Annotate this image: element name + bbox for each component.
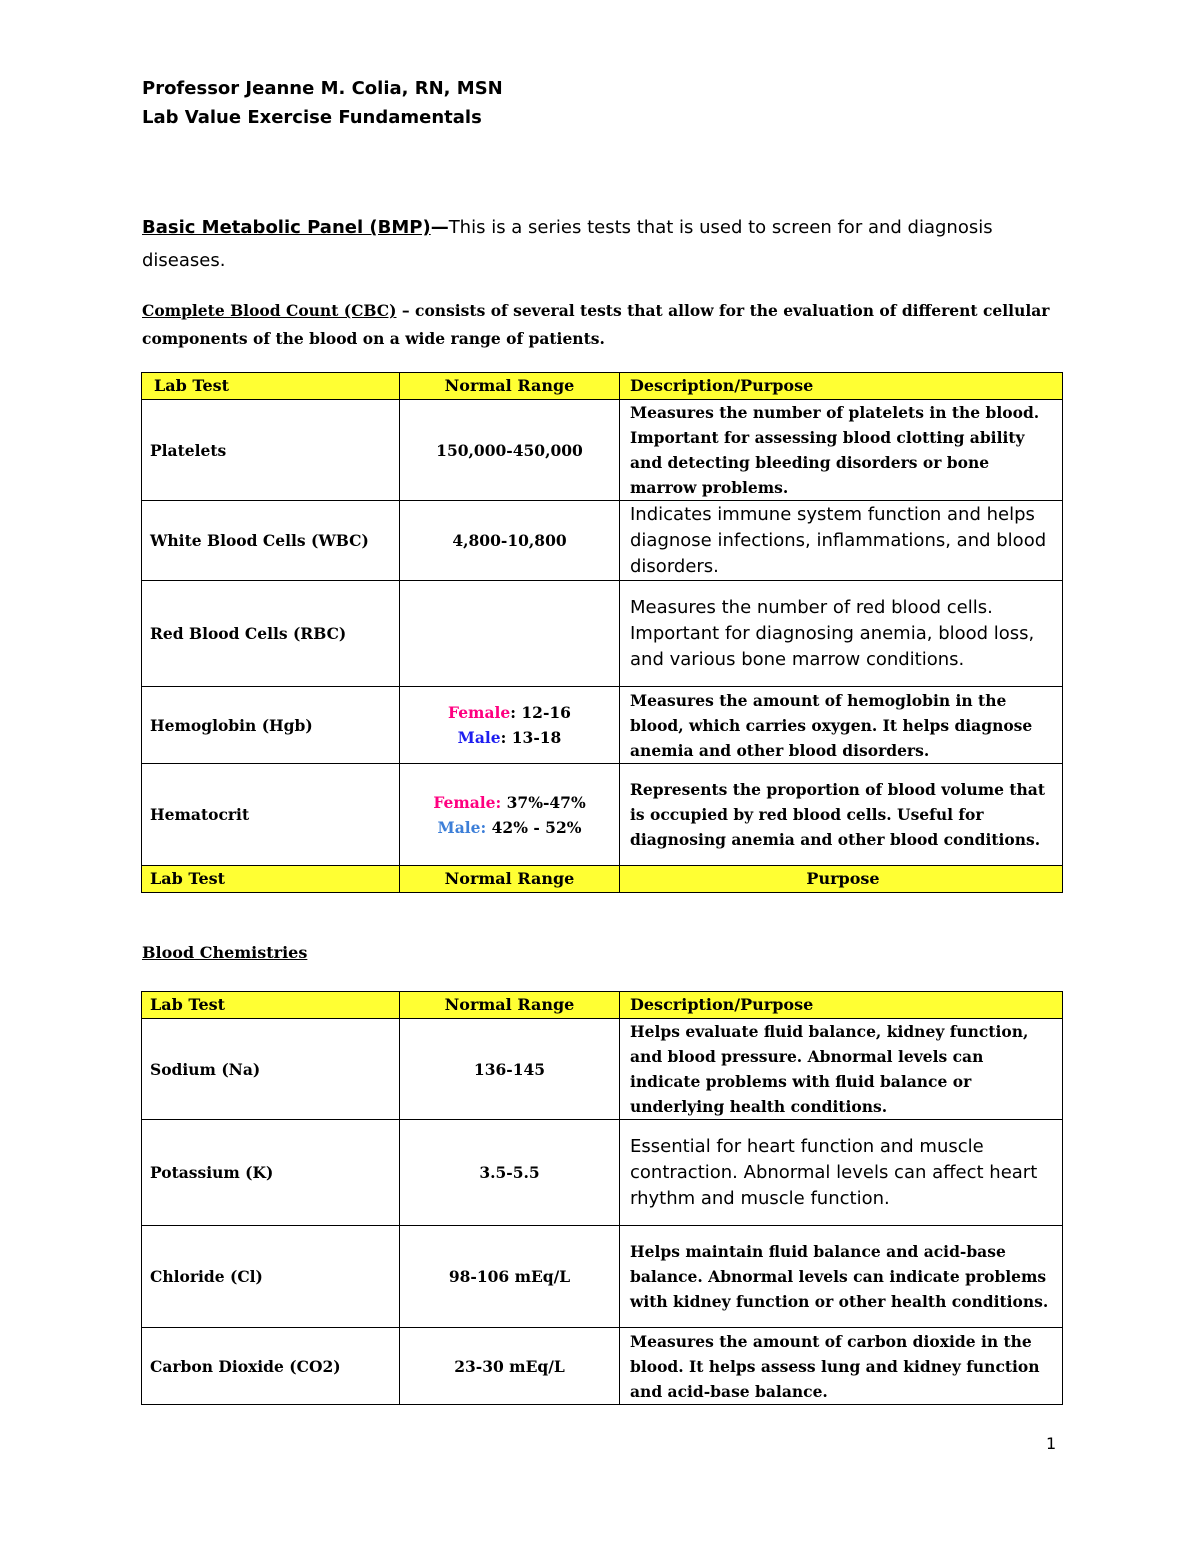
normal-range: 136-145: [400, 1019, 620, 1120]
cbc-table-footer: [142, 866, 1063, 893]
normal-range: 4,800-10,800: [400, 501, 620, 581]
bmp-definition: [142, 211, 1042, 277]
lab-test-name: Hematocrit: [142, 764, 400, 866]
lab-test-name: Carbon Dioxide (CO2): [142, 1328, 400, 1405]
section-title: Blood Chemistries: [142, 943, 308, 962]
male-label: Male: [457, 728, 501, 747]
header-normal-range: Normal Range: [400, 373, 620, 400]
bmp-dash: —: [430, 217, 449, 238]
description: Essential for heart function and muscle contraction. Abnormal levels can affect heart rhythm and muscle function.: [620, 1120, 1063, 1226]
female-label: Female: [448, 703, 511, 722]
header-lab-test: Lab Test: [142, 992, 400, 1019]
female-range: [408, 790, 611, 815]
normal-range: 98-106 mEq/L: [400, 1226, 620, 1328]
description: Helps evaluate fluid balance, kidney function, and blood pressure. Abnormal levels can indicate problems with fluid balance or underlying health conditions.: [620, 1019, 1063, 1120]
page-number: 1: [1046, 1434, 1057, 1453]
lab-test-name: Platelets: [142, 400, 400, 501]
cbc-definition: [142, 297, 1062, 353]
female-value: : 12-16: [510, 703, 571, 722]
male-label: Male:: [437, 817, 487, 837]
table-row: [142, 1328, 1063, 1405]
lab-test-name: Chloride (Cl): [142, 1226, 400, 1328]
cbc-table-header: [142, 373, 1063, 400]
description: Measures the amount of hemoglobin in the blood, which carries oxygen. It helps diagnose anemia and other blood disorders.: [620, 687, 1063, 764]
table-row: [142, 501, 1063, 581]
cbc-term: Complete Blood Count (CBC): [142, 301, 397, 320]
table-row: [142, 687, 1063, 764]
normal-range: [400, 581, 620, 687]
lab-test-name: Sodium (Na): [142, 1019, 400, 1120]
male-value: 42% - 52%: [486, 817, 582, 837]
description: Indicates immune system function and helps diagnose infections, inflammations, and blood disorders.: [620, 501, 1063, 581]
lab-test-name: Red Blood Cells (RBC): [142, 581, 400, 687]
description: Measures the amount of carbon dioxide in the blood. It helps assess lung and kidney function and acid-base balance.: [620, 1328, 1063, 1405]
table-row: [142, 764, 1063, 866]
cbc-table: [141, 372, 1063, 893]
table-row: [142, 581, 1063, 687]
chemistry-table-header: [142, 992, 1063, 1019]
header-description: Description/Purpose: [620, 373, 1063, 400]
table-row: [142, 1120, 1063, 1226]
description: Measures the number of platelets in the blood. Important for assessing blood clotting ability and detecting bleeding disorders or bone marrow problems.: [620, 400, 1063, 501]
bmp-term: Basic Metabolic Panel (BMP): [142, 217, 431, 238]
description: Helps maintain fluid balance and acid-base balance. Abnormal levels can indicate problems with kidney function or other health conditions.: [620, 1226, 1063, 1328]
female-value: 37%-47%: [501, 792, 586, 812]
table-row: [142, 1226, 1063, 1328]
footer-normal-range: Normal Range: [400, 866, 620, 893]
footer-lab-test: Lab Test: [142, 866, 400, 893]
male-range: [408, 815, 611, 840]
table-row: [142, 1019, 1063, 1120]
normal-range: 23-30 mEq/L: [400, 1328, 620, 1405]
table-row: [142, 400, 1063, 501]
normal-range: 3.5-5.5: [400, 1120, 620, 1226]
bmp-text: This is a series tests that is used to screen for and diagnosis diseases.: [142, 217, 993, 271]
header-lab-test: Lab Test: [142, 373, 400, 400]
cbc-text: – consists of several tests that allow for the evaluation of different cellular components of the blood on a wide range of patients.: [142, 301, 1050, 348]
header-description: Description/Purpose: [620, 992, 1063, 1019]
female-label: Female:: [433, 792, 502, 812]
normal-range: 150,000-450,000: [400, 400, 620, 501]
description: Measures the number of red blood cells. Important for diagnosing anemia, blood loss, and various bone marrow conditions.: [620, 581, 1063, 687]
female-range: [408, 700, 611, 725]
page-header: [142, 74, 503, 132]
chemistry-table: [141, 991, 1063, 1405]
footer-purpose: Purpose: [620, 866, 1063, 893]
document-title: Lab Value Exercise Fundamentals: [142, 107, 482, 128]
male-range: [408, 725, 611, 750]
author-line: Professor Jeanne M. Colia, RN, MSN: [142, 78, 503, 99]
header-normal-range: Normal Range: [400, 992, 620, 1019]
description: Represents the proportion of blood volume that is occupied by red blood cells. Useful for diagnosing anemia and other blood conditions.: [620, 764, 1063, 866]
male-value: : 13-18: [500, 728, 562, 747]
lab-test-name: Potassium (K): [142, 1120, 400, 1226]
lab-test-name: White Blood Cells (WBC): [142, 501, 400, 581]
normal-range: [400, 764, 620, 866]
normal-range: [400, 687, 620, 764]
lab-test-name: Hemoglobin (Hgb): [142, 687, 400, 764]
